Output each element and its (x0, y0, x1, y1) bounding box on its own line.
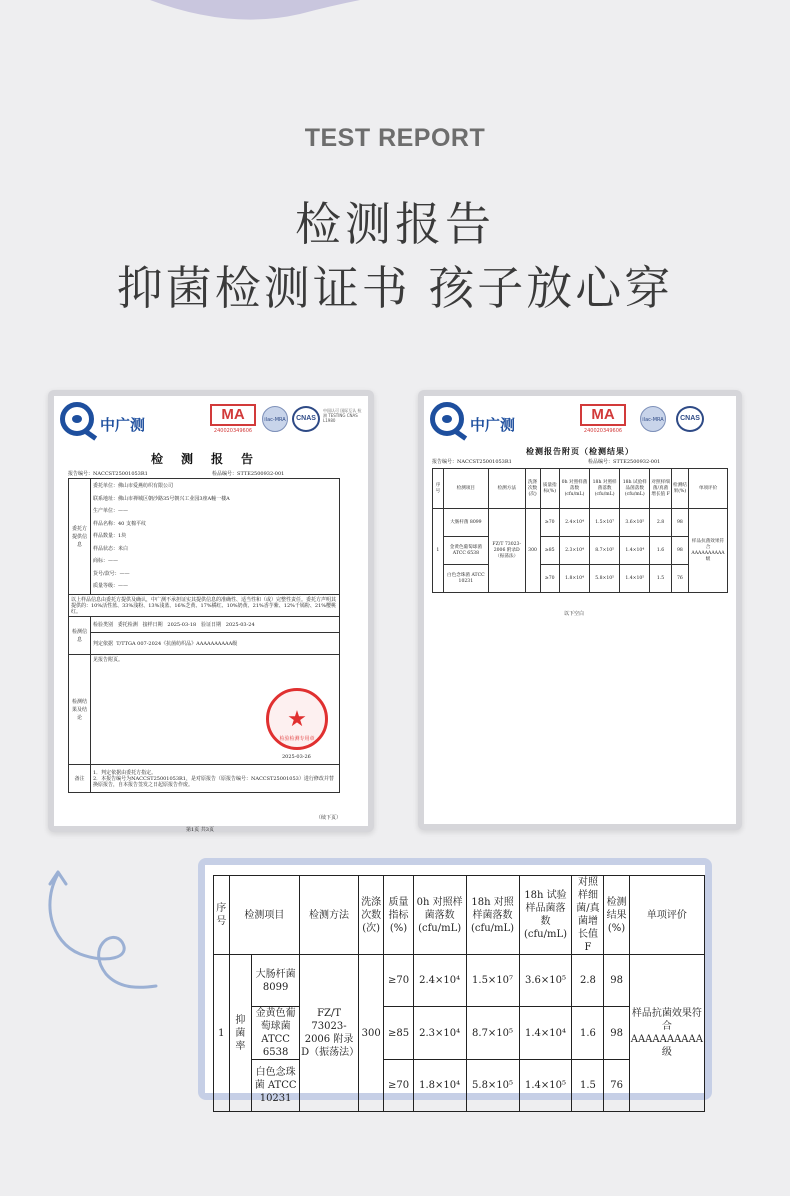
cell: 1.5×10⁷ (590, 509, 620, 537)
cell-s18: 1.4×10⁵ (519, 1060, 572, 1112)
cell-method: FZ/T 73023-2006 附录D（振荡法） (300, 955, 359, 1112)
cell: 98 (671, 537, 688, 565)
ilac-mark: ilac-MRA (640, 406, 666, 432)
cell: 8.7×10⁵ (590, 537, 620, 565)
col-header-evaluation: 单项评价 (629, 876, 704, 955)
cell: 300 (525, 509, 540, 593)
ma-mark: MA (580, 404, 626, 426)
result-section-label: 检测结果及结论 (69, 655, 91, 765)
cell-c18: 1.5×10⁷ (466, 955, 519, 1007)
cnas-note: 中国认可 国际互认 检测 TESTING CNAS L1980 (323, 408, 362, 423)
appendix-title: 检测报告附页（检测结果） (526, 446, 634, 456)
ma-number: 240020349606 (213, 428, 253, 434)
remark-label: 备注 (69, 765, 91, 793)
col-header-method: 检测方法 (300, 876, 359, 955)
org-name: 中广测 (470, 416, 516, 434)
remark-text: 1．判定依据由委托方指定。 2．本报告编号为NACCST25001053R1，是对原报告（原报告编号：NACCST25001053）进行修改并替换原报告，自本报告签发之日起原报告作废。 (91, 765, 340, 793)
cell: 1.5 (650, 565, 672, 593)
cnas-mark: CNAS (292, 406, 320, 432)
table-row (433, 565, 728, 593)
table-row (433, 537, 728, 565)
report-number: 报告编号：NACCST25001053R1 (68, 471, 148, 477)
official-stamp (266, 688, 328, 750)
cell-result: 98 (604, 1007, 629, 1060)
table-row (214, 955, 705, 1007)
cell-c18: 5.8×10⁵ (466, 1060, 519, 1112)
sample-number: 检品编号：STTE2500932-001 (212, 471, 285, 477)
col-header-index-value: 质量指标(%) (384, 876, 413, 955)
col-header: 质量指标(%) (540, 469, 559, 509)
ilac-mark: ilac-MRA (262, 406, 288, 432)
cell: 3.6×10⁵ (620, 509, 650, 537)
col-header: 18h 试验样品菌落数(cfu/mL) (620, 469, 650, 509)
cell: FZ/T 73023-2006 附录D（振荡法） (488, 509, 525, 593)
cell-c0: 2.4×10⁴ (413, 955, 466, 1007)
col-header-c0: 0h 对照样菌落数(cfu/mL) (413, 876, 466, 955)
cell-f: 1.6 (572, 1007, 604, 1060)
cell: 98 (671, 509, 688, 537)
col-header-f: 对照样细菌/真菌增长值 F (572, 876, 604, 955)
client-fields: 委托单位：佛山市爱燕纺织有限公司 联系地址：佛山市禅城区朝沙路35号朝兴工业园3座A幢一楼A 生产单位：—— 样品名称：40 支棉平纹 样品数量：1块 样品状态：米白 商标：—— 货号/款号：—— 质量等级：—— (91, 479, 340, 595)
cnas-mark: CNAS (676, 406, 704, 432)
stamp-text: 检验检测专用章 (279, 736, 315, 742)
cell: 2.3×10⁴ (559, 537, 589, 565)
eyebrow-heading: TEST REPORT (304, 124, 486, 152)
cell: 76 (671, 565, 688, 593)
cell-c18: 8.7×10⁵ (466, 1007, 519, 1060)
col-header: 序号 (433, 469, 444, 509)
report-main-page (48, 390, 374, 832)
cell: 5.8×10⁵ (590, 565, 620, 593)
cell-index: ≥70 (384, 1060, 413, 1112)
cell-row-index: 1 (214, 955, 230, 1112)
cell: 1.6 (650, 537, 672, 565)
client-section-label: 委托方提供信息 (69, 479, 91, 595)
cell: 1.4×10⁵ (620, 565, 650, 593)
cell-result: 98 (604, 955, 629, 1007)
basis-row: 判定依据 T/TTGA 007-2024《抗菌纺织品》AAAAAAAAAA级 (91, 633, 340, 655)
test-section-label: 检测信息 (69, 617, 91, 655)
org-logo-icon (60, 402, 94, 436)
cell: 2.8 (650, 509, 672, 537)
col-header: 检测项目 (443, 469, 488, 509)
appendix-sample-number: 检品编号：STTE2500932-001 (588, 459, 661, 465)
cell-item: 白色念珠菌 ATCC 10231 (252, 1060, 300, 1112)
continue-note: （续下页） (316, 815, 342, 821)
zoomed-results-table (213, 875, 705, 1112)
cell-item: 金黄色葡萄球菌 ATCC 6538 (252, 1007, 300, 1060)
cell-c0: 1.8×10⁴ (413, 1060, 466, 1112)
cell: ≥85 (540, 537, 559, 565)
cell-wash: 300 (358, 955, 383, 1112)
col-header-wash: 洗涤次数(次) (358, 876, 383, 955)
report-header-logos (60, 402, 362, 436)
col-header: 对照样细菌/真菌增长值 F (650, 469, 672, 509)
cell-s18: 1.4×10⁴ (519, 1007, 572, 1060)
col-header: 检测方法 (488, 469, 525, 509)
cell: 1.4×10⁴ (620, 537, 650, 565)
ma-mark: MA (210, 404, 256, 426)
cell-s18: 3.6×10⁵ (519, 955, 572, 1007)
cell-item: 大肠杆菌 8099 (252, 955, 300, 1007)
report-appendix-page (418, 390, 742, 830)
cell: 样品抗菌效果符合AAAAAAAAAA级 (689, 509, 728, 593)
cell: ≥70 (540, 565, 559, 593)
disclaimer-text: 以上样品信息由委托方提供及确认，中广测不承担证实其提供信息的准确性、适当性和（或）完整性责任。委托方声明其提供的：10%活性蓝、33%浅粉、13%浅蓝、16%芝黄、17%橘红、10%奶黄、21%香芋紫、12%千嫣粉、21%樱桃红。 (69, 595, 340, 617)
cell-index: ≥70 (384, 955, 413, 1007)
col-header: 洗涤次数(次) (525, 469, 540, 509)
result-text: 见报告附页。 (91, 655, 340, 765)
cell-c0: 2.3×10⁴ (413, 1007, 466, 1060)
table-row (433, 509, 728, 537)
cell: ≥70 (540, 509, 559, 537)
col-header-item: 检测项目 (229, 876, 300, 955)
page-title: 检测报告 (295, 197, 495, 251)
org-name: 中广测 (100, 416, 146, 434)
col-header-s18: 18h 试验样品菌落数(cfu/mL) (519, 876, 572, 955)
col-header-result: 检测结果(%) (604, 876, 629, 955)
col-header: 0h 对照样菌落数(cfu/mL) (559, 469, 589, 509)
cell: 2.4×10⁴ (559, 509, 589, 537)
col-header: 18h 对照样菌落数(cfu/mL) (590, 469, 620, 509)
ma-number: 240020349606 (583, 428, 623, 434)
cell-index: ≥85 (384, 1007, 413, 1060)
appendix-results-table (432, 468, 728, 593)
cell-category: 抑菌率 (229, 955, 252, 1112)
blank-note: 以下空白 (564, 611, 585, 617)
cell-evaluation: 样品抗菌效果符合AAAAAAAAAA级 (629, 955, 704, 1112)
zoomed-results-panel (198, 858, 712, 1104)
report-title: 检测报告 (150, 452, 271, 466)
col-header-c18: 18h 对照样菌落数(cfu/mL) (466, 876, 519, 955)
org-logo-icon (430, 402, 464, 436)
cell: 大肠杆菌 8099 (443, 509, 488, 537)
col-header-index: 序号 (214, 876, 230, 955)
appendix-report-number: 报告编号：NACCST25001053R1 (432, 459, 512, 465)
col-header: 检测结果(%) (671, 469, 688, 509)
curved-arrow-icon (40, 862, 170, 1002)
cell-result: 76 (604, 1060, 629, 1112)
cell: 1.8×10⁴ (559, 565, 589, 593)
page-number: 第1页 共3页 (186, 827, 214, 833)
cell: 1 (433, 509, 444, 593)
top-wave-decoration (0, 0, 790, 60)
stamp-date: 2025-03-26 (282, 754, 311, 760)
cell: 金黄色葡萄球菌 ATCC 6538 (443, 537, 488, 565)
stamp-star-icon: ★ (287, 707, 307, 732)
col-header: 单项评价 (689, 469, 728, 509)
cell-f: 2.8 (572, 955, 604, 1007)
appendix-header-logos (430, 402, 730, 436)
test-dates-row: 检验类别 委托检测 接样日期 2025-03-18 验证日期 2025-03-24 (91, 617, 340, 633)
cell-f: 1.5 (572, 1060, 604, 1112)
cell: 白色念珠菌 ATCC 10231 (443, 565, 488, 593)
page-subtitle: 抑菌检测证书 孩子放心穿 (116, 261, 674, 315)
